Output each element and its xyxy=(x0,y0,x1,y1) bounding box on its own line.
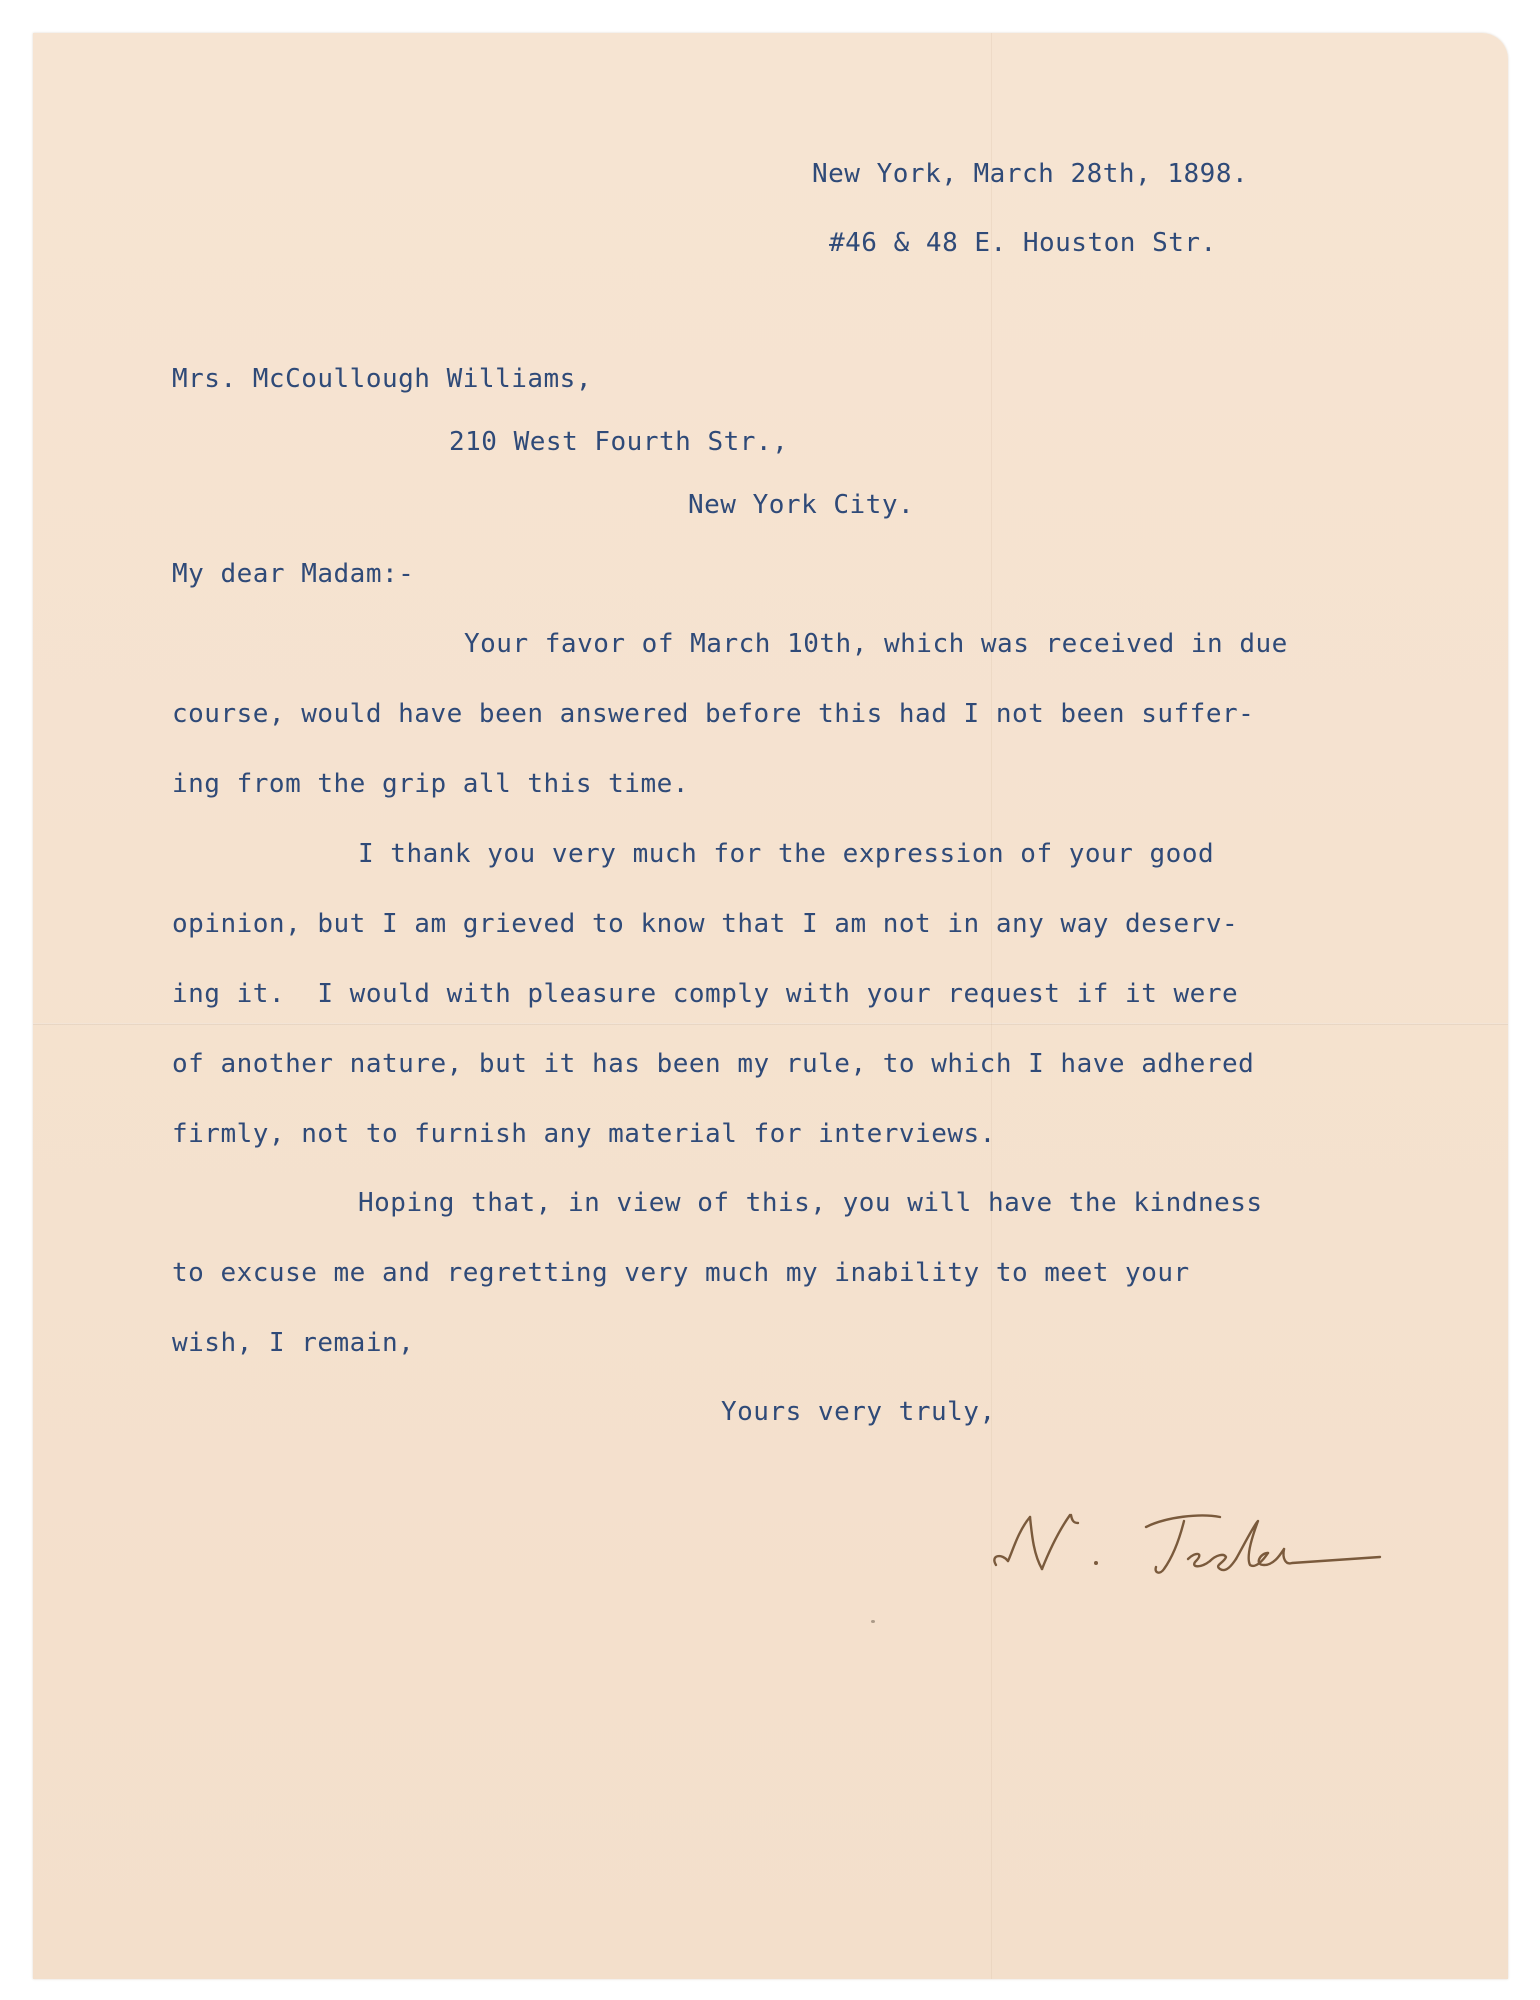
body-line: ing it. I would with pleasure comply with your request if it were xyxy=(172,979,1239,1009)
closing: Yours very truly, xyxy=(721,1397,996,1427)
body-line: course, would have been answered before this had I not been suffer- xyxy=(172,699,1255,729)
body-line: wish, I remain, xyxy=(172,1328,415,1358)
salutation: My dear Madam:- xyxy=(172,559,415,589)
body-line: Your favor of March 10th, which was received in due xyxy=(464,629,1288,659)
body-line: of another nature, but it has been my rule, to which I have adhered xyxy=(172,1049,1255,1079)
date-line: New York, March 28th, 1898. xyxy=(812,159,1249,189)
body-line: to excuse me and regretting very much my inability to meet your xyxy=(172,1258,1190,1288)
body-line: firmly, not to furnish any material for interviews. xyxy=(172,1119,996,1149)
body-line: opinion, but I am grieved to know that I am not in any way deserv- xyxy=(172,909,1239,939)
handwritten-signature xyxy=(988,1503,1388,1593)
recipient-name: Mrs. McCoullough Williams, xyxy=(172,364,592,394)
body-line: I thank you very much for the expression of your good xyxy=(358,839,1215,869)
paper-speck xyxy=(871,1620,875,1623)
body-line: ing from the grip all this time. xyxy=(172,769,689,799)
sender-address-line: #46 & 48 E. Houston Str. xyxy=(829,228,1217,258)
letter-sheet xyxy=(33,33,1508,1979)
recipient-city: New York City. xyxy=(688,490,915,520)
body-line: Hoping that, in view of this, you will have the kindness xyxy=(358,1188,1263,1218)
recipient-street: 210 West Fourth Str., xyxy=(449,427,789,457)
